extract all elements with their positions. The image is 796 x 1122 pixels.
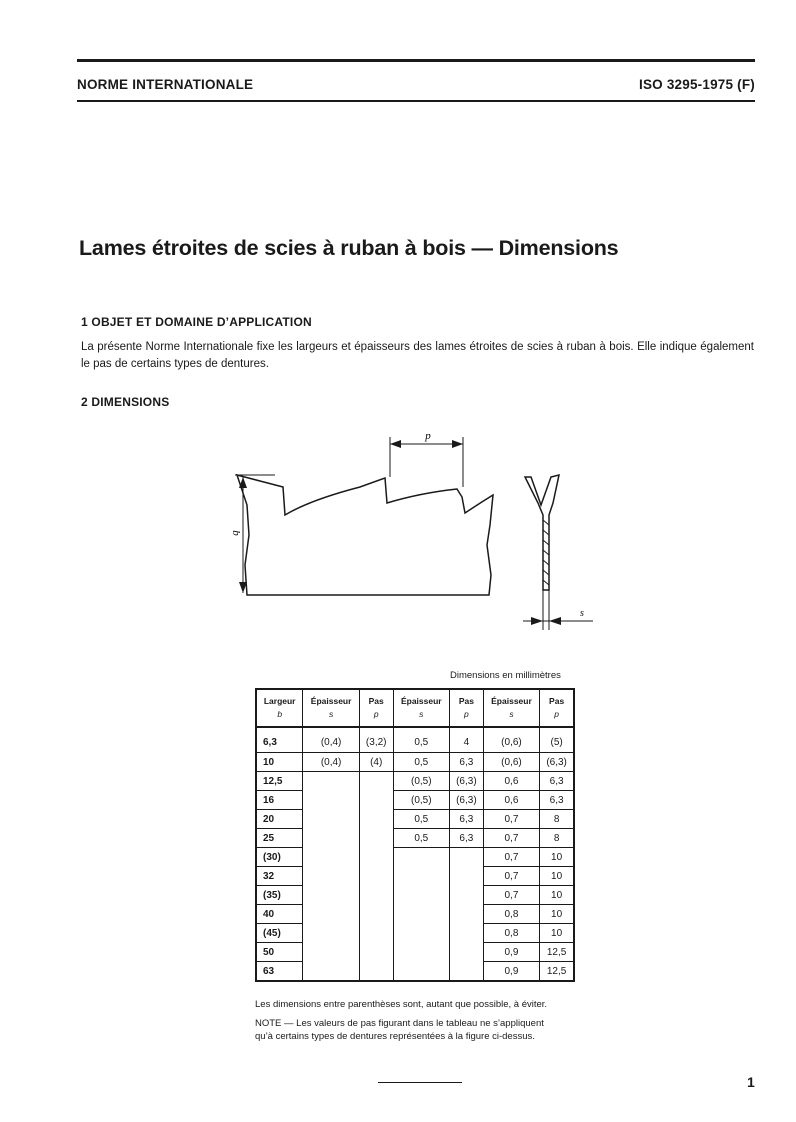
section-2-heading: 2 DIMENSIONS [81,395,170,409]
table-row [256,905,574,924]
table-cell [450,905,484,924]
table-cell: 0,5 [393,753,450,772]
table-cell [303,924,360,943]
table-cell: (0,5) [393,791,450,810]
table-row [256,791,574,810]
table-cell [303,867,360,886]
table-cell: 6,3 [540,772,574,791]
table-row [256,772,574,791]
table-cell [450,924,484,943]
width-cell: 12,5 [256,772,303,791]
header-bottom-rule [77,100,755,102]
table-cell [303,962,360,982]
table-cell [359,886,393,905]
table-cell: 0,5 [393,727,450,753]
width-cell: 63 [256,962,303,982]
page-number: 1 [747,1074,755,1090]
col-header: Pas p [450,689,484,727]
table-cell: (4) [359,753,393,772]
table-cell: (0,5) [393,772,450,791]
width-cell: 50 [256,943,303,962]
table-cell: 12,5 [540,943,574,962]
table-cell [393,924,450,943]
col-header: Épaisseur s [393,689,450,727]
table-cell: 6,3 [450,753,484,772]
table-cell [303,829,360,848]
note-parentheses: Les dimensions entre parenthèses sont, autant que possible, à éviter. [255,999,548,1010]
width-cell: (45) [256,924,303,943]
width-cell: 6,3 [256,727,303,753]
table-cell: 0,7 [483,829,540,848]
table-cell [359,924,393,943]
width-cell: 20 [256,810,303,829]
table-row [256,867,574,886]
table-cell: (6,3) [540,753,574,772]
table-cell: 10 [540,924,574,943]
table-cell [303,943,360,962]
table-cell: 0,9 [483,962,540,982]
blade-cross-section [525,475,559,590]
table-cell [359,905,393,924]
table-cell [303,848,360,867]
table-cell: (6,3) [450,772,484,791]
table-cell: 10 [540,867,574,886]
table-cell: (0,6) [483,727,540,753]
table-cell: 8 [540,810,574,829]
col-header: Pas p [359,689,393,727]
table-cell [393,848,450,867]
table-units: Dimensions en millimètres [450,670,561,681]
table-cell: 10 [540,848,574,867]
table-cell: (0,6) [483,753,540,772]
table-cell: (6,3) [450,791,484,810]
table-cell: 0,7 [483,848,540,867]
table-row [256,962,574,982]
table-cell [393,867,450,886]
header-left: NORME INTERNATIONALE [77,77,254,92]
table-cell [359,848,393,867]
label-s: s [580,608,584,619]
table-cell: (0,4) [303,727,360,753]
table-row [256,810,574,829]
table-row [256,886,574,905]
table-cell [450,962,484,982]
width-cell: 10 [256,753,303,772]
table-cell: (3,2) [359,727,393,753]
label-b: b [230,530,242,536]
table-cell [450,867,484,886]
table-cell: 0,6 [483,791,540,810]
table-row [256,829,574,848]
table-row [256,924,574,943]
table-cell: 6,3 [450,810,484,829]
col-header: Pas p [540,689,574,727]
table-cell [393,886,450,905]
page-title: Lames étroites de scies à ruban à bois — Dimensions [79,236,619,260]
table-cell [450,886,484,905]
table-cell [303,791,360,810]
table-row [256,943,574,962]
table-cell [450,848,484,867]
table-row [256,727,574,753]
col-header: Épaisseur s [483,689,540,727]
label-p: p [425,430,431,442]
table-cell [303,810,360,829]
note-line-2: qu’à certains types de dentures représentées à la figure ci-dessus. [255,1031,535,1042]
table-cell [303,772,360,791]
table-cell: 6,3 [540,791,574,810]
header-right: ISO 3295-1975 (F) [639,77,755,92]
table-cell: 0,5 [393,810,450,829]
table-cell: 4 [450,727,484,753]
table-cell: 10 [540,886,574,905]
table-cell: 0,8 [483,905,540,924]
col-header: Largeur b [256,689,303,727]
col-header: Épaisseur s [303,689,360,727]
table-cell: 0,8 [483,924,540,943]
width-cell: 40 [256,905,303,924]
blade-profile [237,475,493,595]
table-body [256,727,574,981]
width-cell: (35) [256,886,303,905]
table-cell [303,886,360,905]
width-cell: (30) [256,848,303,867]
table-cell [359,772,393,791]
table-cell [359,810,393,829]
note-line-1: NOTE — Les valeurs de pas figurant dans le tableau ne s’appliquent [255,1018,544,1029]
section-1-text: La présente Norme Internationale fixe les largeurs et épaisseurs des lames étroites de scies à ruban à bois. Elle indique également le pas de certains types de dentures. [81,341,754,370]
table-cell: 0,7 [483,886,540,905]
table-row [256,753,574,772]
saw-blade-figure [225,425,605,635]
table-header-row [256,689,574,727]
section-1-heading: 1 OBJET ET DOMAINE D’APPLICATION [81,315,312,329]
footer-rule [378,1082,462,1083]
table-cell: 8 [540,829,574,848]
table-cell: 0,7 [483,810,540,829]
table-cell: 0,9 [483,943,540,962]
table-cell [393,962,450,982]
table-cell: 10 [540,905,574,924]
table-cell [393,905,450,924]
table-cell [359,962,393,982]
table-cell: 0,7 [483,867,540,886]
table-cell [359,943,393,962]
table-cell: 12,5 [540,962,574,982]
table-cell: 0,5 [393,829,450,848]
width-cell: 16 [256,791,303,810]
table-cell [450,943,484,962]
table-cell [359,867,393,886]
table-cell [359,829,393,848]
table-cell [303,905,360,924]
width-cell: 25 [256,829,303,848]
table-cell [393,943,450,962]
table-cell: 0,6 [483,772,540,791]
table-row [256,848,574,867]
table-cell [359,791,393,810]
table-cell: (5) [540,727,574,753]
header-top-rule [77,59,755,62]
table-cell: (0,4) [303,753,360,772]
table-cell: 6,3 [450,829,484,848]
width-cell: 32 [256,867,303,886]
dimensions-table [255,688,575,982]
